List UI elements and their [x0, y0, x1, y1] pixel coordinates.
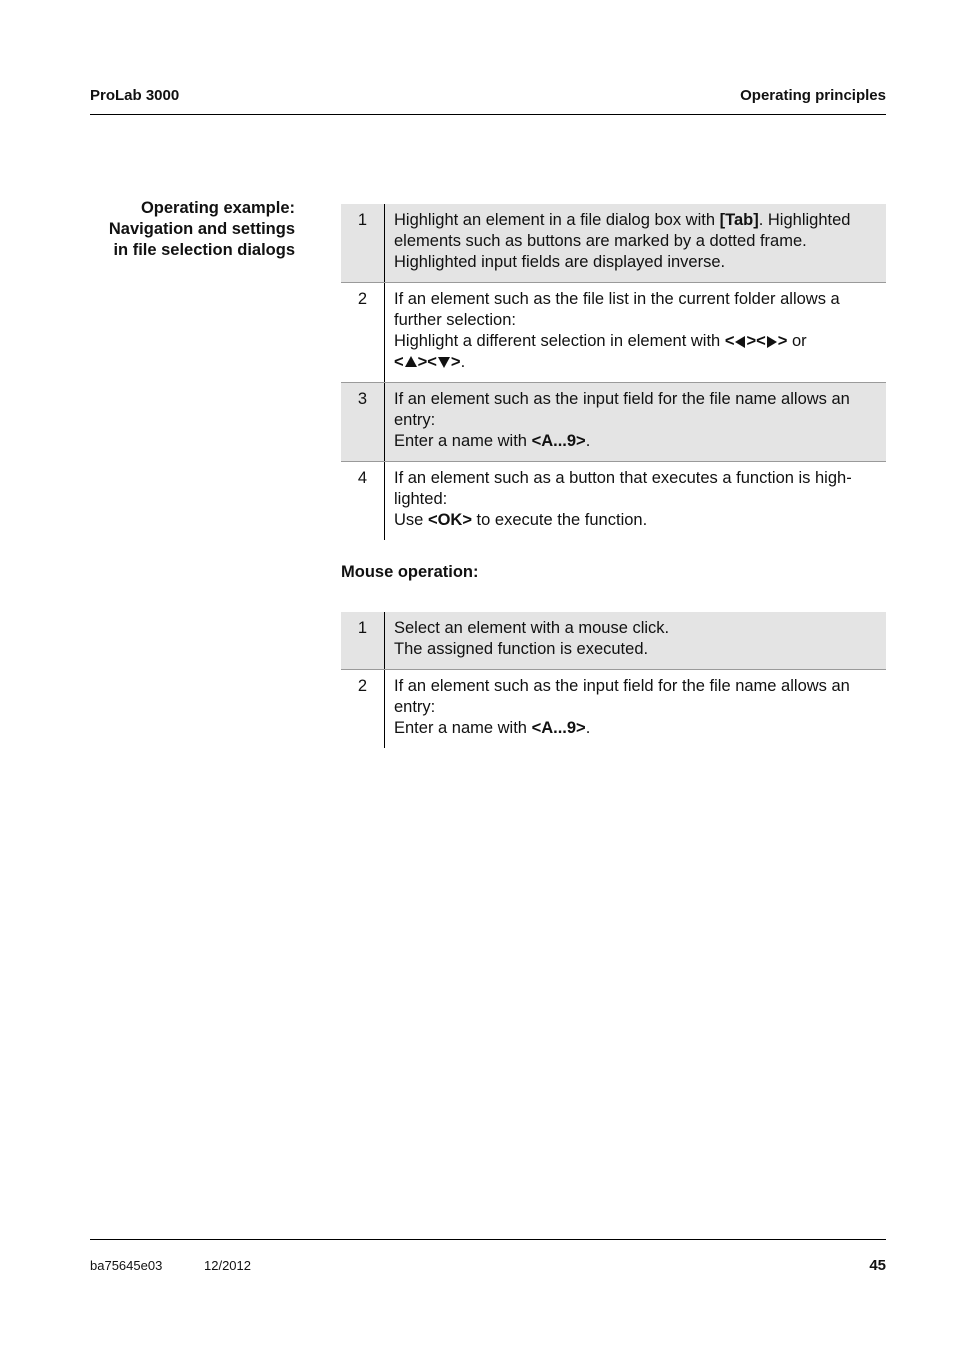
alphanumeric-keys: <A...9>	[531, 432, 586, 450]
page-footer	[90, 1239, 886, 1280]
alphanumeric-keys: <A...9>	[531, 719, 586, 737]
step-text: If an element such as a button that executes a function is high- lighted: Use <OK> to execute the function.	[394, 469, 852, 529]
step-text: Highlight an element in a file dialog box with [Tab]. Highlighted elements such as buttons are marked by a dotted frame. Highlighted input fields are displayed inverse.	[385, 204, 887, 283]
page-number: 45	[869, 1257, 886, 1274]
step-row	[341, 283, 886, 383]
side-heading-line: Navigation and settings	[108, 220, 295, 238]
mouse-operation-heading: Mouse operation:	[341, 563, 479, 581]
step-row	[341, 612, 886, 670]
step-text: If an element such as the input field for the file name allows an entry: Enter a name with <A...9>.	[385, 383, 887, 462]
mouse-steps-table	[341, 612, 886, 748]
side-heading-line: in file selection dialogs	[113, 241, 295, 259]
tab-key: [Tab]	[719, 211, 759, 229]
document-date: 12/2012	[204, 1258, 251, 1273]
page-header	[90, 86, 886, 115]
section-title: Operating principles	[740, 87, 886, 104]
left-right-keys: < >< >	[724, 332, 788, 350]
keyboard-steps-table	[341, 204, 886, 540]
arrow-left-icon	[735, 336, 745, 348]
step-row	[341, 462, 886, 541]
step-number: 1	[341, 612, 385, 670]
side-heading-line: Operating example:	[140, 199, 295, 217]
step-number: 2	[341, 283, 385, 383]
step-row	[341, 204, 886, 283]
step-number: 2	[341, 670, 385, 749]
step-text: If an element such as the file list in the current folder allows a further selection: Highlight a different selection in element with < >< > or < >< >.	[385, 283, 887, 383]
step-number: 3	[341, 383, 385, 462]
ok-key: <OK>	[427, 511, 472, 529]
arrow-down-icon	[438, 357, 450, 368]
step-number: 1	[341, 204, 385, 283]
up-down-keys: < >< >	[394, 353, 461, 371]
step-row	[341, 383, 886, 462]
document-id: ba75645e03	[90, 1258, 163, 1273]
arrow-up-icon	[405, 356, 417, 367]
step-row	[341, 670, 886, 749]
side-heading	[60, 198, 295, 261]
step-text: If an element such as the input field for the file name allows an entry: Enter a name with <A...9>.	[394, 677, 850, 737]
step-text: Select an element with a mouse click. The assigned function is executed.	[385, 612, 887, 670]
step-number: 4	[341, 462, 385, 541]
product-name: ProLab 3000	[90, 87, 180, 104]
arrow-right-icon	[767, 336, 777, 348]
